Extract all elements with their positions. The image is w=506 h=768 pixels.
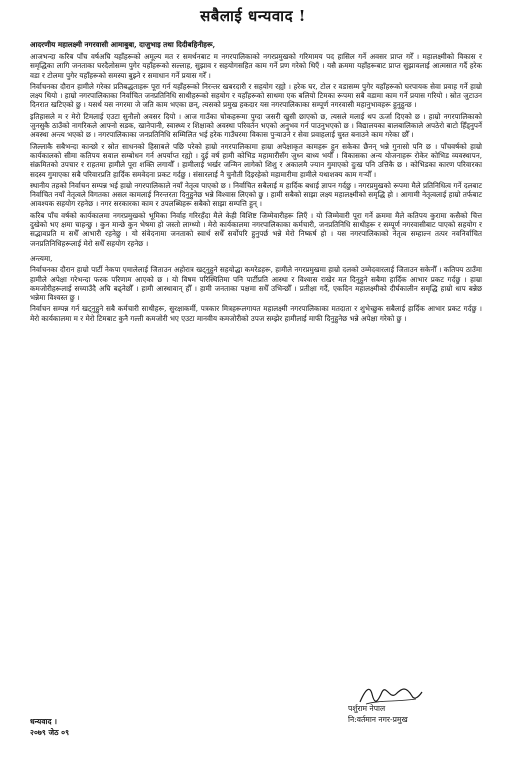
letter-title: सबैलाई धन्यवाद ! bbox=[200, 7, 306, 25]
paragraph-4: जिल्लाकै सबैभन्दा कान्छो र स्रोत साधनको हिसाबले पछि परेको हाम्रो नगरपालिकामा हाम्रा अपेक्षाकृत कामहरू हुन सकेका छैनन् भन्ने गुनासो पनि छ । पाँचवर्षको हाम्रो कार्यकालको सीमा कतिपय सवाल सम्बोधन गर्न अपर्याप्त रह्यो । दुई वर्ष हामी कोभिड महामारीसँग जुध्न बाध्य भयौँ । विकासका अन्य योजनाहरू रोकेर कोभिड व्यवस्थापन, संक्रमितको उपचार र राहतमा हामीले पूरा शक्ति लगायौँ । हामीलाई भर्खर जन्मिन लागेको शिशु र अकालमै ज्यान गुमाएको दुःख पनि उत्तिकै छ । कोभिडका कारण परिवारका सदस्य गुमाएका सबै परिवारप्रति हार्दिक समवेदना प्रकट गर्दछु । संसारलाई नै चुनौती दिइरहेको महामारीमा हामीले यथाशक्य काम गर्‍यौँ । bbox=[30, 141, 482, 179]
closing-thanks: धन्यवाद । bbox=[30, 717, 58, 726]
letter-date: २०७९ जेठ ०९ bbox=[30, 728, 70, 737]
signatory-name: पर्शुराम नेपाल bbox=[348, 704, 386, 713]
salutation: आदरणीय महालक्ष्मी नगरवासी आमाबुबा, दाजुभाइ तथा दिदीबहिनीहरू, bbox=[30, 40, 216, 49]
letter-body bbox=[30, 52, 482, 325]
closing-opener: अन्त्यमा, bbox=[30, 253, 53, 263]
paragraph-8: निर्वाचन सम्पन्न गर्न खट्नुहुने सबै कर्मचारी साथीहरू, सुरक्षाकर्मी, पत्रकार मित्रहरूलगायत महालक्ष्मी नगरपालिकाका मतदाता र शुभेच्छुक सबैलाई हार्दिक आभार प्रकट गर्दछु । मेरो कार्यकालमा म र मेरो टिमबाट कुनै गल्ती कमजोरी भए एउटा मानवीय कमजोरीको उपज सम्झेर हामीलाई माफी दिनुहुनेछ भन्ने अपेक्षा गरेको छु । bbox=[30, 304, 482, 323]
paragraph-1: आजभन्दा करिब पाँच वर्षअघि यहाँहरूको अमूल्य मत र समर्थनबाट म नगरपालिकाको नगरप्रमुखको गरिमामय पद हासिल गर्ने अवसर प्राप्त गरेँ । महालक्ष्मीको विकास र समृद्धिका लागि जनताका घरदैलोसम्म पुगेर यहाँहरूको सल्लाह, सुझाव र सहयोगसहित काम गर्ने प्रण गरेको थिएँ । यसै क्रममा यहाँहरूबाट प्राप्त सुझावलाई आत्मसात गर्दै हरेक वडा र टोलमा पुगेर यहाँहरूको समस्या बुझ्ने र समाधान गर्ने प्रयास गरेँ । bbox=[30, 52, 482, 80]
paragraph-5: स्थानीय तहको निर्वाचन सम्पन्न भई हाम्रो नगरपालिकाले नयाँ नेतृत्व पाएको छ । निर्वाचित सबैलाई म हार्दिक बधाई ज्ञापन गर्दछु । नगरप्रमुखको रूपमा मैले प्रतिनिधित्व गर्ने दलबाट निर्वाचित नयाँ नेतृत्वले विगतका असल कामलाई निरन्तरता दिनुहुनेछ भन्ने विश्वास लिएको छु । हामी सबैको साझा लक्ष्य महालक्ष्मीको समृद्धि हो । आगामी नेतृत्वलाई हाम्रो तर्फबाट आवश्यक सहयोग रहनेछ । नगर सरकारका काम र उपलब्धिहरू सबैको साझा सम्पत्ति हुन् । bbox=[30, 180, 482, 209]
signatory-block bbox=[348, 703, 498, 725]
paragraph-3: इतिहासले म र मेरो टिमलाई एउटा सुनौलो अवसर दियो । आज गाउँका चोकहरूमा पुग्दा जसरी खुसी छाएको छ, त्यसले मलाई थप ऊर्जा दिएको छ । हाम्रो नगरपालिकाको जुनसुकै ठाउँको नागरिकले आफ्नो सडक, खानेपानी, स्वास्थ्य र शिक्षाको अवस्था परिवर्तन भएको अनुभव गर्न पाउनुभएको छ । विद्यालयका बालबालिकाले अपठेरो बाटो हिँड्नुपर्ने अवस्था अन्त्य भएको छ । नगरपालिकाका जनप्रतिनिधि सम्मिलित भई हरेक गाउँघरमा विकास पुर्‍याउने र सेवा प्रवाहलाई चुस्त बनाउने काम गरेका छौँ । bbox=[30, 111, 482, 140]
signatory-title: नि:वर्तमान नगर-प्रमुख bbox=[348, 715, 408, 724]
paragraph-2: निर्वाचनका दौरान हामीले गरेका प्रतिबद्धताहरू पूरा गर्न यहाँहरूको निरन्तर खबरदारी र सहयोग रह्यो । हरेक घर, टोल र वडासम्म पुगेर यहाँहरूको घरपायक सेवा प्रवाह गर्ने हाम्रो लक्ष्य थियो । हाम्रो नगरपालिकाका निर्वाचित जनप्रतिनिधि साथीहरूको सहयोग र यहाँहरूको साथमा एक बलियो टिमका रूपमा सबै वडामा काम गर्ने प्रयास गरियो । स्रोत जुटाउन दिनरात खटिएको छु । यसर्थ यस नगरमा जे जति काम भएका छन्, त्यसको प्रमुख हकदार यस नगरपालिकाका सम्पूर्ण नगरवासी महानुभावहरू हुनुहुन्छ । bbox=[30, 81, 482, 110]
paragraph-6: करिब पाँच वर्षको कार्यकालमा नगरप्रमुखको भूमिका निर्वाह गरिरहँदा मैले केही विशिष्ट जिम्मेवारीहरू लिएँ । यो जिम्मेवारी पूरा गर्ने क्रममा मैले कतिपय कुरामा कसैको चित्त दुखेको भए क्षमा चाहन्छु । कुन मान्छे कुन भेषमा हो जस्तो लाग्थ्यो । मेरो कार्यकालमा नगरपालिकाका कर्मचारी, जनप्रतिनिधि साथीहरू र सम्पूर्ण नगरवासीबाट पाएको सहयोग र सद्भावप्रति म सधैँ आभारी रहनेछु । यो संवेदनामा जनताको स्वार्थ सधैँ सर्वोपरि हुनुपर्छ भन्ने मेरो निष्कर्ष हो । यस नगरपालिकाको नेतृत्व सम्हाल्न तत्पर नवनिर्वाचित जनप्रतिनिधिहरूलाई मेरो सधैँ सहयोग रहनेछ । bbox=[30, 210, 482, 248]
closing-block bbox=[30, 716, 230, 738]
paragraph-7: निर्वाचनका दौरान हाम्रो पार्टी नेकपा एमालेलाई जिताउन अहोरात्र खट्नुहुने सहयोद्धा कमरेडहरू, हामीले नगरप्रमुखमा हाम्रो दलको उम्मेदवारलाई जिताउन सकेनौँ । कतिपय ठाउँमा हामीले अपेक्षा गरेभन्दा फरक परिणाम आएको छ । यो विषम परिस्थितिमा पनि पार्टीप्रति आस्था र विश्वास राखेर मत दिनुहुने सबैमा हार्दिक आभार प्रकट गर्दछु । हाम्रा कमजोरीहरूलाई सच्याउँदै अघि बढ्नेछौँ । हामी आस्थावान् हौँ । हामी जनताका पक्षमा सधैँ उभिन्छौँ । प्रतीक्षा गर्दै, एकदिन महालक्ष्मीको दीर्घकालीन समृद्धि हाम्रो धाप बन्नेछ भन्नेमा विश्वस्त छु । bbox=[30, 265, 482, 303]
